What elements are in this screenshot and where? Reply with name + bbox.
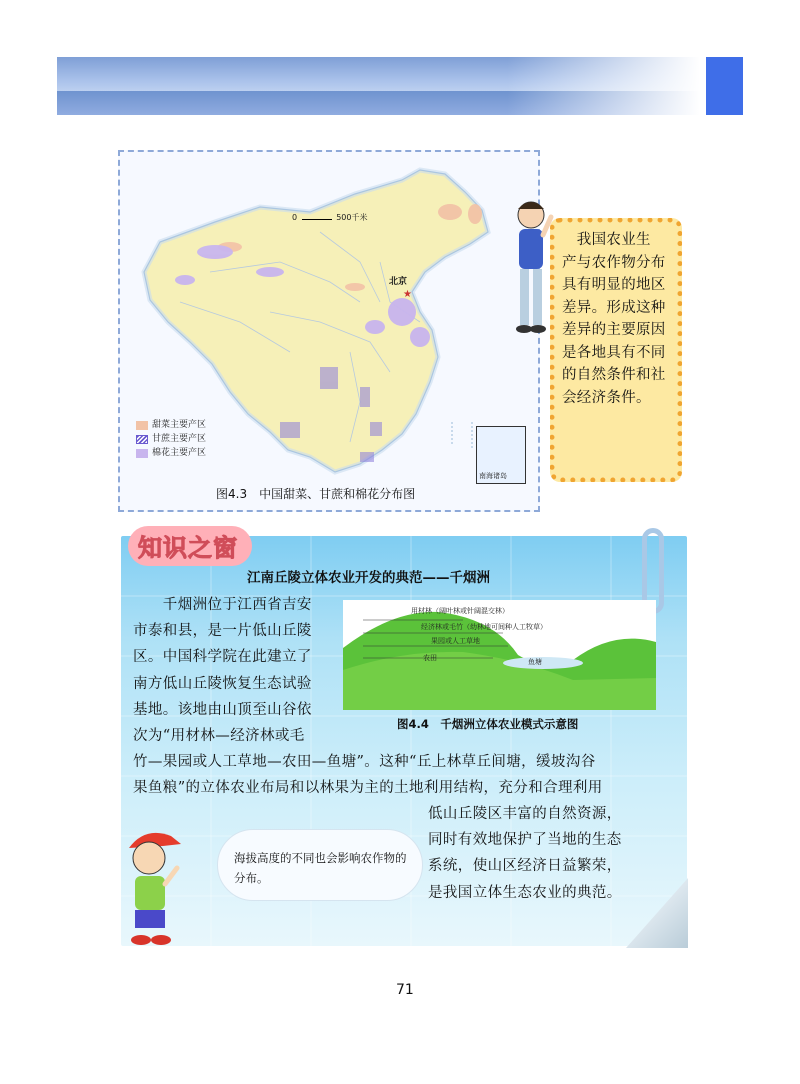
page-number: 71 — [396, 982, 414, 998]
cane-swatch — [136, 435, 148, 444]
text-line: 低山丘陵区丰富的自然资源， — [428, 806, 622, 822]
text-line: 是我国立体生态农业的典范。 — [428, 884, 622, 901]
paragraph-part-a — [133, 592, 343, 749]
terrace-diagram-drawing — [343, 600, 656, 710]
text-line: 同时有效地保护了当地的生态 — [428, 832, 622, 849]
note-line: 差异的主要原因 — [562, 322, 666, 338]
legend-item-cane — [136, 432, 206, 446]
section-tag: 知识之窗 — [138, 534, 238, 562]
header-banner-photo — [57, 57, 700, 115]
svg-text:★: ★ — [403, 289, 412, 300]
cartoon-kid-illustration — [115, 822, 195, 950]
beet-swatch — [136, 421, 148, 430]
figure-caption-4-4: 图4.4 千烟洲立体农业模式示意图 — [397, 717, 579, 731]
note-line: 具有明显的地区 — [562, 277, 666, 293]
cotton-swatch — [136, 449, 148, 458]
note-line: 差异。形成这种 — [562, 299, 666, 316]
paragraph-part-b — [133, 749, 673, 801]
diagram-label-orchard: 果园或人工草地 — [431, 637, 480, 645]
chapter-tab-marker — [706, 57, 743, 115]
diagram-label-fishpond: 鱼塘 — [528, 658, 542, 666]
note-line: 是各地具有不同 — [562, 344, 666, 361]
note-line: 产与农作物分布 — [562, 254, 666, 271]
legend-item-cotton — [136, 446, 206, 460]
diagram-label-economic-forest: 经济林或毛竹（幼林地可间种人工牧草） — [421, 623, 547, 631]
note-line: 会经济条件。 — [562, 389, 651, 406]
text-line: 次为“用材林—经济林或毛 — [133, 728, 305, 745]
south-china-sea-inset — [476, 426, 526, 484]
text-line: 南方低山丘陵恢复生态试验 — [133, 675, 312, 692]
inset-label: 南海诸岛 — [479, 472, 507, 480]
scale-zero: 0 — [292, 213, 298, 222]
terrace-diagram — [343, 600, 656, 710]
scale-label: 500千米 — [336, 213, 368, 222]
map-legend — [136, 418, 206, 460]
legend-label: 棉花主要产区 — [152, 448, 207, 458]
beijing-label: 北京 — [389, 277, 408, 287]
note-line: 我国农业生 — [562, 232, 651, 248]
figure-caption-4-3: 图4.3 中国甜菜、甘蔗和棉花分布图 — [216, 487, 416, 501]
text-line: 基地。该地由山顶至山谷依 — [133, 701, 312, 718]
thought-cloud-text: 海拔高度的不同也会影响农作物的分布。 — [234, 851, 407, 885]
section-heading: 江南丘陵立体农业开发的典范——千烟洲 — [247, 570, 490, 586]
paragraph-part-c — [428, 801, 668, 906]
diagram-label-timber-forest: 用材林（阔叶林或针阔混交林） — [411, 607, 509, 615]
legend-item-beet — [136, 418, 206, 432]
text-line: 果鱼粮”的立体农业布局和以林果为主的土地利用结构，充分和合理利用 — [133, 780, 603, 797]
text-line: 竹—果园或人工草地—农田—鱼塘”。这种“丘上林草丘间塘，缓坡沟谷 — [133, 754, 596, 770]
text-line: 区。中国科学院在此建立了 — [133, 649, 312, 666]
diagram-label-farmland: 农田 — [423, 654, 437, 662]
text-line: 系统，使山区经济日益繁荣， — [428, 858, 622, 875]
text-line: 千烟洲位于江西省吉安 — [133, 597, 312, 613]
note-line: 的自然条件和社 — [562, 367, 666, 383]
legend-label: 甘蔗主要产区 — [152, 434, 207, 444]
legend-label: 甜菜主要产区 — [152, 420, 207, 430]
map-scale-bar — [292, 212, 367, 223]
text-line: 市泰和县，是一片低山丘陵 — [133, 623, 312, 640]
speech-note — [550, 218, 682, 482]
